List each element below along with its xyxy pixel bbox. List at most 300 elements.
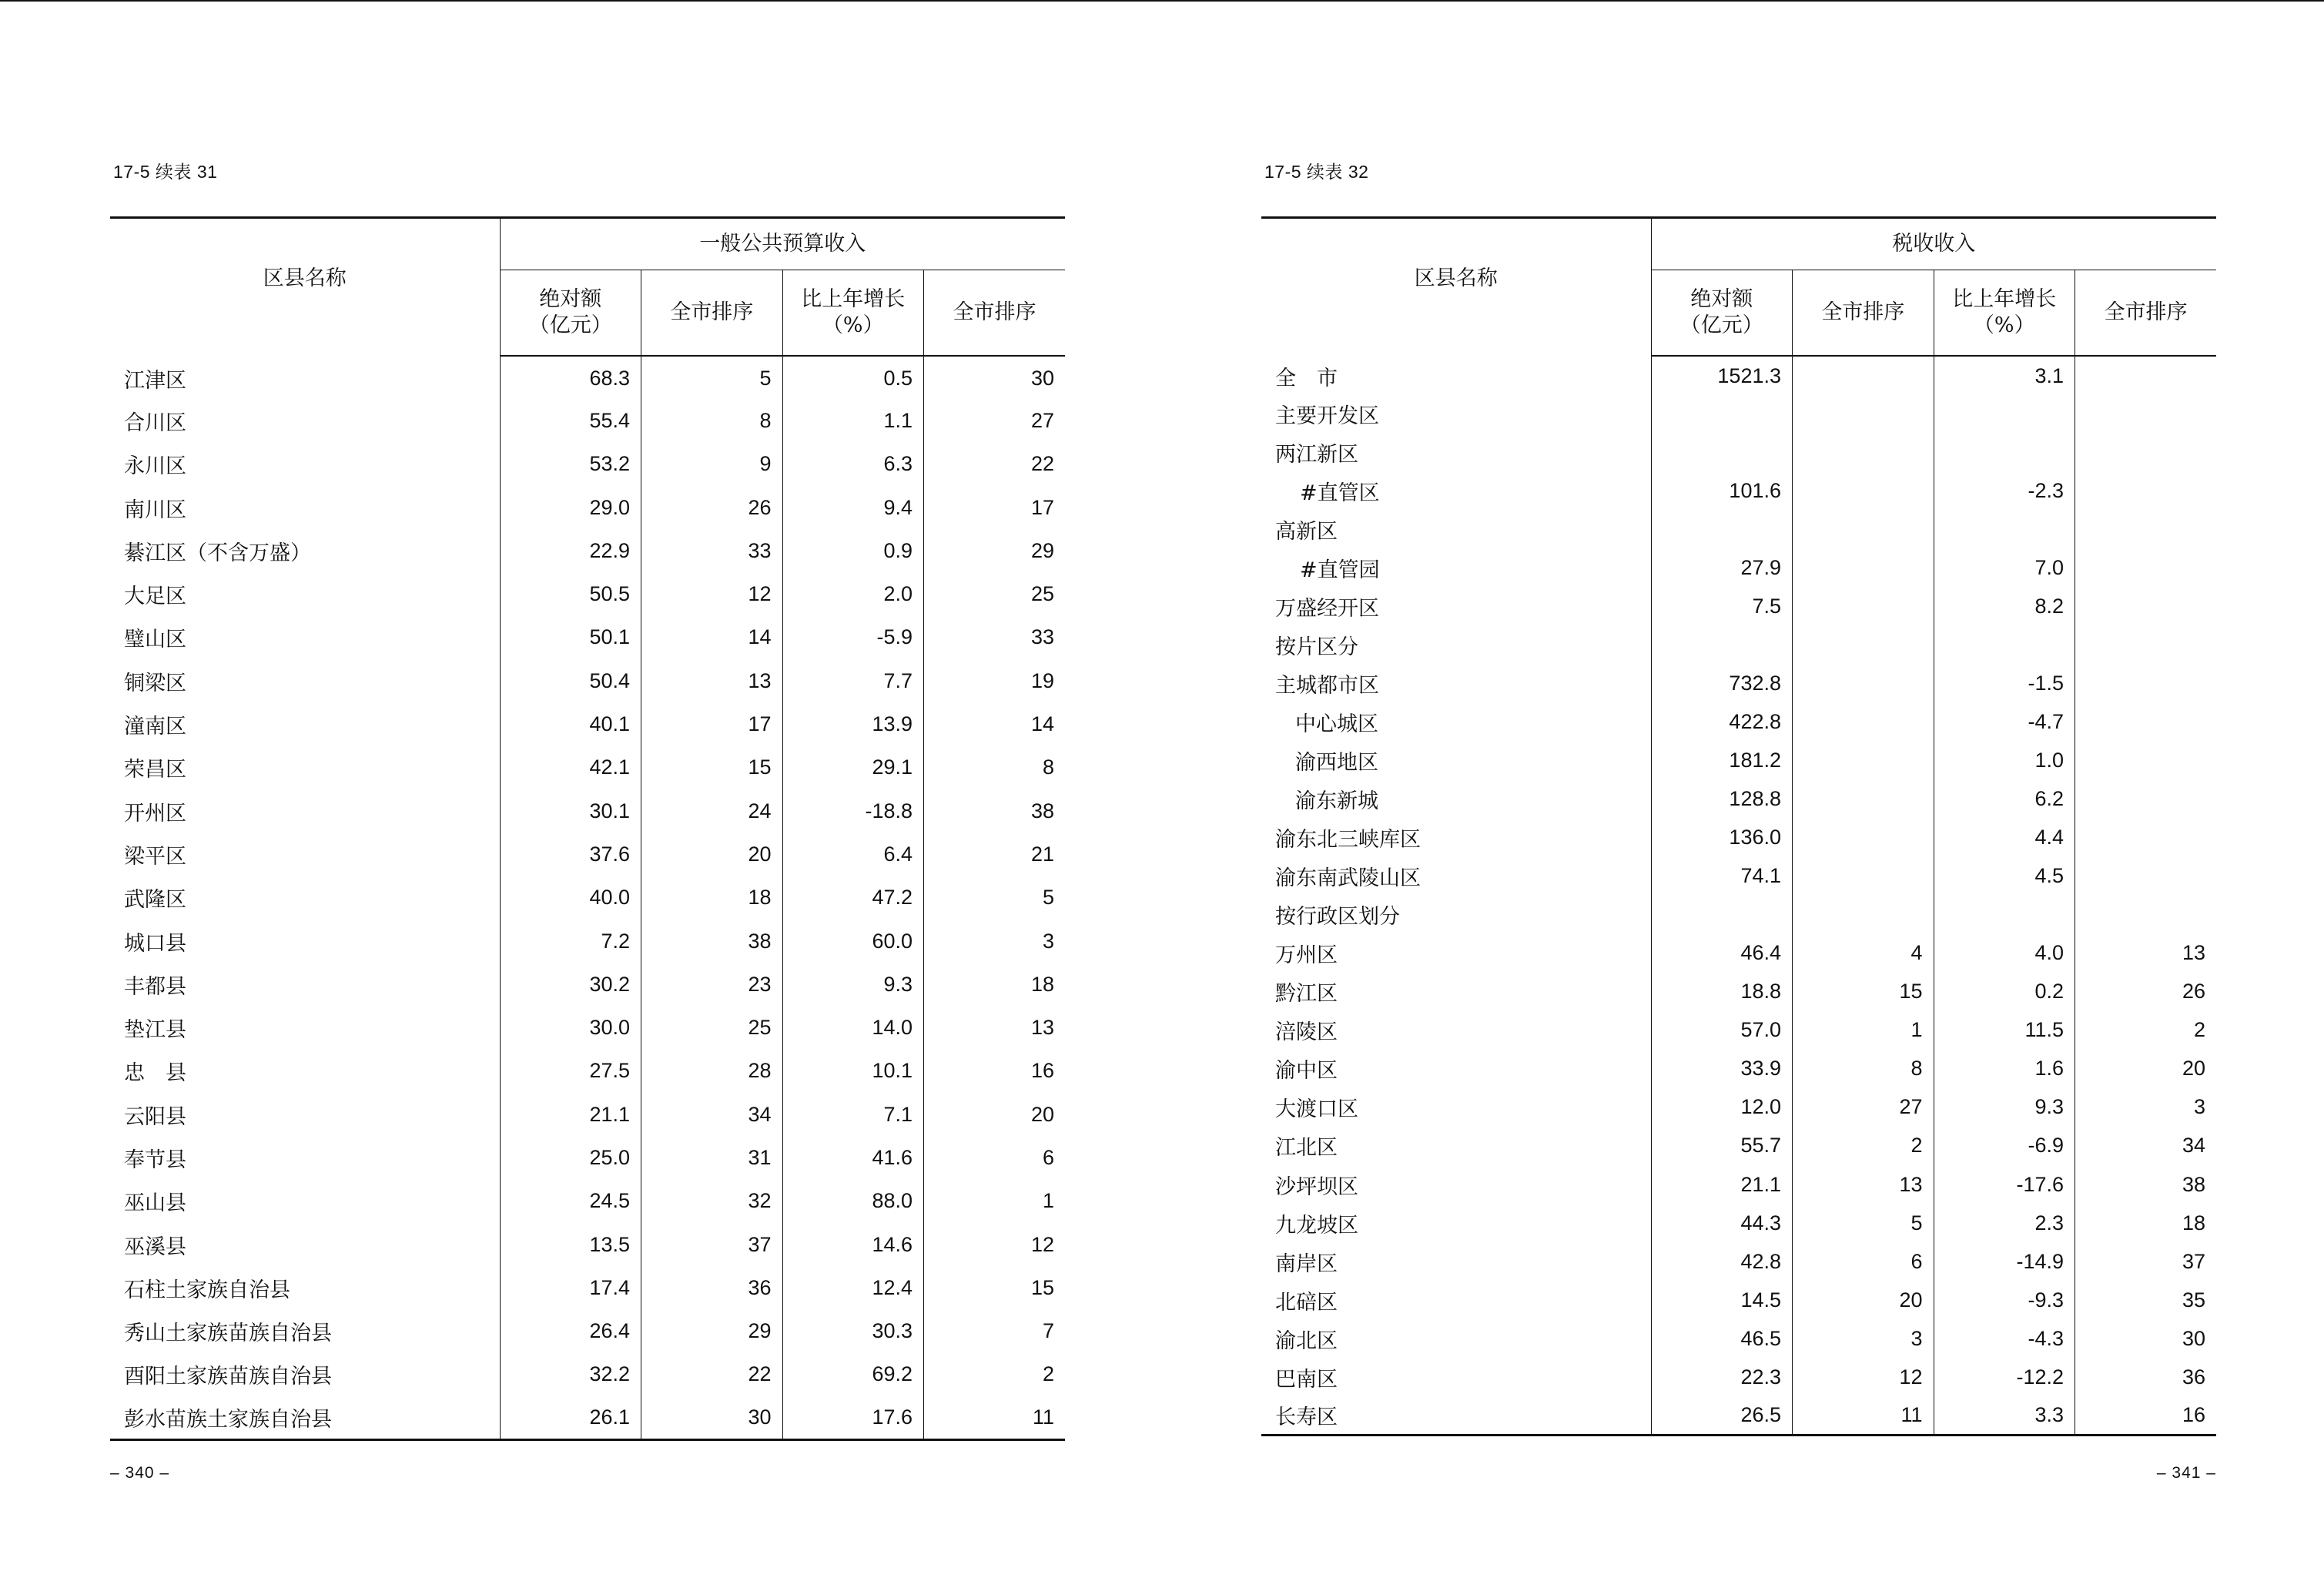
- page-number: – 341 –: [2156, 1464, 2216, 1482]
- growth-cell: 1.0: [1934, 741, 2075, 779]
- table-row: [1261, 973, 2216, 1011]
- growth-cell: 1.6: [1934, 1050, 2075, 1088]
- district-name-cell: 两江新区: [1261, 433, 1651, 471]
- district-name-cell: 秀山土家族苗族自治县: [110, 1310, 500, 1353]
- growth-rank-cell: 3: [1042, 929, 1054, 953]
- growth-cell: 47.2: [782, 876, 924, 920]
- growth-rank-cell: [2075, 433, 2217, 471]
- rank-cell: 18: [641, 876, 783, 920]
- absolute-amount-cell: 181.2: [1651, 741, 1793, 779]
- district-name-header: 区县名称: [110, 218, 500, 357]
- absolute-amount-cell: 50.5: [500, 572, 641, 615]
- rank-cell: [1793, 510, 1934, 548]
- growth-cell: -2.3: [1934, 471, 2075, 510]
- absolute-amount-cell: 40.1: [500, 702, 641, 745]
- growth-rank-cell: [2075, 625, 2217, 664]
- rank-cell: [1793, 433, 1934, 471]
- table-row: [110, 702, 1065, 745]
- absolute-amount-cell: 33.9: [1651, 1050, 1793, 1088]
- rank-cell: 30: [641, 1396, 783, 1439]
- absolute-amount-cell: 44.3: [1651, 1204, 1793, 1242]
- absolute-amount-cell: 7.5: [1651, 587, 1793, 625]
- absolute-amount-cell: [1651, 510, 1793, 548]
- rank-cell: [1793, 394, 1934, 433]
- table-row: [1261, 702, 2216, 741]
- absolute-amount-cell: 1521.3: [1651, 356, 1793, 394]
- rank-cell: 22: [641, 1353, 783, 1396]
- growth-rank-cell: 34: [2182, 1134, 2205, 1157]
- table-row: [1261, 1088, 2216, 1127]
- tax-revenue-table: [1261, 216, 2216, 1436]
- growth-rank-cell: [2075, 664, 2217, 702]
- district-name-cell: 黔江区: [1261, 973, 1651, 1011]
- absolute-amount-cell: 46.4: [1651, 934, 1793, 973]
- table-row: [1261, 1281, 2216, 1319]
- table-row: [110, 616, 1065, 659]
- rank-cell: 15: [1793, 973, 1934, 1011]
- growth-rank-cell: 13: [1030, 1016, 1054, 1040]
- rank-cell: [1793, 664, 1934, 702]
- rank-cell: 36: [641, 1266, 783, 1309]
- absolute-amount-cell: 18.8: [1651, 973, 1793, 1011]
- table-body: [110, 356, 1065, 1439]
- district-name-cell: 高新区: [1261, 510, 1651, 548]
- growth-cell: -12.2: [1934, 1358, 2075, 1396]
- growth-rank-cell: 26: [2182, 980, 2205, 1003]
- growth-rank-cell: 20: [1030, 1102, 1054, 1126]
- district-name-cell: 永川区: [110, 443, 500, 486]
- growth-rank-cell: 19: [1030, 668, 1054, 692]
- rank-cell: 11: [1793, 1396, 1934, 1435]
- rank-cell: [1793, 587, 1934, 625]
- table-row: [110, 486, 1065, 529]
- rank-cell: 9: [641, 443, 783, 486]
- growth-cell: 2.0: [782, 572, 924, 615]
- growth-rank-cell: 1: [1042, 1189, 1054, 1213]
- growth-rank-cell: [2075, 702, 2217, 741]
- absolute-amount-cell: 21.1: [1651, 1165, 1793, 1204]
- absolute-amount-cell: 46.5: [1651, 1319, 1793, 1358]
- growth-rank-cell: 21: [1030, 842, 1054, 866]
- growth-rank-cell: 13: [2182, 941, 2205, 965]
- rank-cell: 1: [1793, 1011, 1934, 1050]
- absolute-amount-cell: 57.0: [1651, 1011, 1793, 1050]
- table-row: [1261, 1050, 2216, 1088]
- growth-rank-cell: [2075, 548, 2217, 587]
- rank-cell: [1793, 548, 1934, 587]
- growth-rank-header: 全市排序: [2075, 270, 2217, 357]
- table-row: [1261, 1242, 2216, 1281]
- growth-cell: 29.1: [782, 746, 924, 789]
- table-row: [110, 1006, 1065, 1049]
- absolute-amount-cell: 30.1: [500, 789, 641, 833]
- growth-cell: 7.1: [782, 1093, 924, 1136]
- growth-rank-cell: [2075, 819, 2217, 857]
- growth-cell: -9.3: [1934, 1281, 2075, 1319]
- growth-cell: 12.4: [782, 1266, 924, 1309]
- district-name-cell: 大渡口区: [1261, 1088, 1651, 1127]
- growth-header: 比上年增长 （%）: [782, 270, 924, 357]
- rank-cell: [1793, 741, 1934, 779]
- growth-rank-cell: 27: [1030, 408, 1054, 432]
- table-row: [1261, 741, 2216, 779]
- rank-cell: 29: [641, 1310, 783, 1353]
- table-row: [1261, 1358, 2216, 1396]
- table-caption: 17-5 续表 31: [113, 162, 218, 182]
- district-name-cell: 渝东北三峡库区: [1261, 819, 1651, 857]
- absolute-amount-cell: 30.2: [500, 963, 641, 1006]
- absolute-amount-cell: [1651, 625, 1793, 664]
- table-row: [1261, 857, 2216, 896]
- table-row: [1261, 1011, 2216, 1050]
- absolute-amount-cell: 22.3: [1651, 1358, 1793, 1396]
- growth-cell: 14.6: [782, 1223, 924, 1266]
- absolute-amount-cell: 37.6: [500, 833, 641, 876]
- rank-cell: [1793, 857, 1934, 896]
- district-name-cell: 璧山区: [110, 616, 500, 659]
- growth-cell: 41.6: [782, 1136, 924, 1179]
- rank-cell: 12: [641, 572, 783, 615]
- growth-cell: -5.9: [782, 616, 924, 659]
- growth-rank-cell: [2075, 356, 2217, 394]
- absolute-amount-cell: 21.1: [500, 1093, 641, 1136]
- growth-rank-cell: 38: [2182, 1172, 2205, 1196]
- growth-rank-cell: 30: [2182, 1326, 2205, 1350]
- table-row: [110, 963, 1065, 1006]
- rank-cell: [1793, 819, 1934, 857]
- district-name-cell: 石柱土家族自治县: [110, 1266, 500, 1309]
- growth-cell: 6.2: [1934, 780, 2075, 819]
- rank-cell: 15: [641, 746, 783, 789]
- district-name-cell: 江津区: [110, 356, 500, 399]
- growth-cell: 4.0: [1934, 934, 2075, 973]
- growth-rank-cell: 16: [2182, 1403, 2205, 1427]
- table-row: [110, 1223, 1065, 1266]
- absolute-amount-header: 绝对额 （亿元）: [1651, 270, 1793, 357]
- absolute-amount-cell: 422.8: [1651, 702, 1793, 741]
- absolute-amount-cell: 12.0: [1651, 1088, 1793, 1127]
- table-row: [110, 746, 1065, 789]
- growth-rank-cell: 20: [2182, 1057, 2205, 1080]
- page-number: – 340 –: [110, 1464, 170, 1482]
- growth-rank-cell: 2: [2193, 1018, 2205, 1042]
- table-row: [110, 399, 1065, 442]
- growth-rank-cell: 2: [1042, 1362, 1054, 1386]
- absolute-amount-cell: 30.0: [500, 1006, 641, 1049]
- rank-cell: 4: [1793, 934, 1934, 973]
- district-name-cell: 渝东新城: [1261, 780, 1651, 819]
- absolute-amount-cell: 22.9: [500, 529, 641, 572]
- rank-cell: 5: [1793, 1204, 1934, 1242]
- growth-cell: 11.5: [1934, 1011, 2075, 1050]
- rank-header: 全市排序: [1793, 270, 1934, 357]
- table-row: [1261, 819, 2216, 857]
- table-row: [1261, 356, 2216, 394]
- district-name-cell: 潼南区: [110, 702, 500, 745]
- absolute-amount-cell: 26.4: [500, 1310, 641, 1353]
- district-name-cell: 垫江县: [110, 1006, 500, 1049]
- district-name-cell: 涪陵区: [1261, 1011, 1651, 1050]
- growth-cell: 7.0: [1934, 548, 2075, 587]
- growth-cell: -1.5: [1934, 664, 2075, 702]
- rank-cell: 38: [641, 920, 783, 963]
- growth-cell: 4.4: [1934, 819, 2075, 857]
- district-name-cell: 主要开发区: [1261, 394, 1651, 433]
- growth-cell: 6.4: [782, 833, 924, 876]
- rank-cell: 13: [641, 659, 783, 702]
- rank-cell: 12: [1793, 1358, 1934, 1396]
- absolute-amount-cell: 29.0: [500, 486, 641, 529]
- table-row: [1261, 548, 2216, 587]
- growth-cell: 17.6: [782, 1396, 924, 1439]
- table-row: [1261, 934, 2216, 973]
- district-name-cell: 铜梁区: [110, 659, 500, 702]
- district-name-cell: #直管园: [1261, 548, 1651, 587]
- growth-rank-cell: 25: [1030, 582, 1054, 606]
- district-name-cell: #直管区: [1261, 471, 1651, 510]
- rank-cell: 27: [1793, 1088, 1934, 1127]
- growth-rank-cell: 8: [1042, 755, 1054, 779]
- district-name-cell: 丰都县: [110, 963, 500, 1006]
- growth-rank-cell: [2075, 587, 2217, 625]
- absolute-amount-cell: 732.8: [1651, 664, 1793, 702]
- growth-cell: 4.5: [1934, 857, 2075, 896]
- growth-rank-cell: [2075, 780, 2217, 819]
- district-name-cell: 渝中区: [1261, 1050, 1651, 1088]
- absolute-amount-cell: 42.8: [1651, 1242, 1793, 1281]
- table-caption: 17-5 续表 32: [1264, 162, 1369, 182]
- growth-cell: 60.0: [782, 920, 924, 963]
- district-name-cell: 巴南区: [1261, 1358, 1651, 1396]
- table-row: [110, 876, 1065, 920]
- absolute-amount-cell: [1651, 394, 1793, 433]
- table-row: [110, 1310, 1065, 1353]
- absolute-amount-cell: 17.4: [500, 1266, 641, 1309]
- district-name-cell: 北碚区: [1261, 1281, 1651, 1319]
- rank-cell: [1793, 896, 1934, 934]
- district-name-cell: 忠 县: [110, 1050, 500, 1093]
- district-name-cell: 万盛经开区: [1261, 587, 1651, 625]
- growth-cell: 9.3: [1934, 1088, 2075, 1127]
- table-row: [1261, 1204, 2216, 1242]
- district-name-cell: 奉节县: [110, 1136, 500, 1179]
- rank-cell: 6: [1793, 1242, 1934, 1281]
- absolute-amount-cell: 26.1: [500, 1396, 641, 1439]
- absolute-amount-cell: 101.6: [1651, 471, 1793, 510]
- rank-cell: 26: [641, 486, 783, 529]
- table-row: [110, 1266, 1065, 1309]
- growth-rank-cell: 38: [1030, 799, 1054, 822]
- absolute-amount-cell: 50.4: [500, 659, 641, 702]
- district-name-cell: 开州区: [110, 789, 500, 833]
- rank-cell: 8: [1793, 1050, 1934, 1088]
- absolute-amount-cell: [1651, 896, 1793, 934]
- table-row: [110, 1353, 1065, 1396]
- growth-cell: 10.1: [782, 1050, 924, 1093]
- rank-cell: [1793, 702, 1934, 741]
- group-header: 一般公共预算收入: [500, 218, 1065, 270]
- rank-cell: 34: [641, 1093, 783, 1136]
- district-name-cell: 大足区: [110, 572, 500, 615]
- table-row: [1261, 1396, 2216, 1435]
- rank-cell: 2: [1793, 1127, 1934, 1165]
- growth-rank-cell: 33: [1030, 625, 1054, 649]
- growth-cell: -4.3: [1934, 1319, 2075, 1358]
- growth-rank-cell: 29: [1030, 538, 1054, 562]
- table-row: [110, 443, 1065, 486]
- absolute-amount-cell: 68.3: [500, 356, 641, 399]
- district-name-cell: 主城都市区: [1261, 664, 1651, 702]
- absolute-amount-cell: 13.5: [500, 1223, 641, 1266]
- table-row: [1261, 394, 2216, 433]
- growth-rank-cell: 30: [1030, 367, 1054, 390]
- district-name-cell: 酉阳土家族苗族自治县: [110, 1353, 500, 1396]
- growth-cell: 6.3: [782, 443, 924, 486]
- district-name-cell: 梁平区: [110, 833, 500, 876]
- rank-cell: 5: [641, 356, 783, 399]
- table-row: [1261, 1127, 2216, 1165]
- growth-cell: 3.3: [1934, 1396, 2075, 1435]
- growth-rank-cell: 18: [2182, 1211, 2205, 1235]
- district-name-cell: 南川区: [110, 486, 500, 529]
- growth-cell: -14.9: [1934, 1242, 2075, 1281]
- growth-cell: [1934, 625, 2075, 664]
- absolute-amount-cell: 128.8: [1651, 780, 1793, 819]
- growth-rank-cell: 37: [2182, 1249, 2205, 1273]
- table-row: [1261, 896, 2216, 934]
- growth-cell: -6.9: [1934, 1127, 2075, 1165]
- district-name-cell: 渝北区: [1261, 1319, 1651, 1358]
- growth-cell: [1934, 510, 2075, 548]
- growth-cell: 0.9: [782, 529, 924, 572]
- growth-rank-cell: 7: [1042, 1319, 1054, 1343]
- district-name-cell: 合川区: [110, 399, 500, 442]
- growth-rank-cell: [2075, 857, 2217, 896]
- rank-cell: [1793, 625, 1934, 664]
- district-name-cell: 綦江区（不含万盛）: [110, 529, 500, 572]
- rank-cell: 8: [641, 399, 783, 442]
- district-name-cell: 渝西地区: [1261, 741, 1651, 779]
- district-name-cell: 南岸区: [1261, 1242, 1651, 1281]
- growth-rank-cell: 22: [1030, 452, 1054, 476]
- district-name-cell: 巫山县: [110, 1180, 500, 1223]
- absolute-amount-cell: 40.0: [500, 876, 641, 920]
- growth-rank-cell: 11: [1032, 1405, 1054, 1429]
- growth-cell: 14.0: [782, 1006, 924, 1049]
- rank-cell: 20: [641, 833, 783, 876]
- table-row: [1261, 510, 2216, 548]
- table-row: [110, 1396, 1065, 1439]
- growth-rank-cell: 3: [2193, 1095, 2205, 1119]
- growth-rank-cell: 12: [1030, 1232, 1054, 1256]
- growth-cell: 2.3: [1934, 1204, 2075, 1242]
- district-name-cell: 按片区分: [1261, 625, 1651, 664]
- absolute-amount-cell: 53.2: [500, 443, 641, 486]
- district-name-cell: 按行政区划分: [1261, 896, 1651, 934]
- rank-cell: 28: [641, 1050, 783, 1093]
- district-name-header: 区县名称: [1261, 218, 1651, 357]
- absolute-amount-cell: 25.0: [500, 1136, 641, 1179]
- district-name-cell: 全 市: [1261, 356, 1651, 394]
- growth-rank-cell: 36: [2182, 1365, 2205, 1389]
- growth-header: 比上年增长 （%）: [1934, 270, 2075, 357]
- rank-cell: 24: [641, 789, 783, 833]
- growth-cell: 8.2: [1934, 587, 2075, 625]
- growth-cell: [1934, 896, 2075, 934]
- growth-cell: 1.1: [782, 399, 924, 442]
- table-row: [110, 572, 1065, 615]
- growth-cell: 9.3: [782, 963, 924, 1006]
- growth-cell: [1934, 433, 2075, 471]
- absolute-amount-cell: 74.1: [1651, 857, 1793, 896]
- growth-rank-cell: 35: [2182, 1288, 2205, 1312]
- absolute-amount-cell: 32.2: [500, 1353, 641, 1396]
- growth-cell: -18.8: [782, 789, 924, 833]
- growth-rank-cell: [2075, 510, 2217, 548]
- table-row: [110, 659, 1065, 702]
- district-name-cell: 江北区: [1261, 1127, 1651, 1165]
- district-name-cell: 云阳县: [110, 1093, 500, 1136]
- group-header: 税收收入: [1651, 218, 2216, 270]
- growth-rank-cell: [2075, 394, 2217, 433]
- table-row: [110, 1093, 1065, 1136]
- rank-cell: 20: [1793, 1281, 1934, 1319]
- district-name-cell: 巫溪县: [110, 1223, 500, 1266]
- district-name-cell: 彭水苗族土家族自治县: [110, 1396, 500, 1439]
- absolute-amount-cell: 50.1: [500, 616, 641, 659]
- table-row: [110, 920, 1065, 963]
- growth-rank-cell: [2075, 896, 2217, 934]
- district-name-cell: 中心城区: [1261, 702, 1651, 741]
- rank-cell: 25: [641, 1006, 783, 1049]
- growth-rank-cell: 17: [1030, 495, 1054, 519]
- growth-rank-cell: [2075, 741, 2217, 779]
- district-name-cell: 长寿区: [1261, 1396, 1651, 1435]
- growth-rank-header: 全市排序: [924, 270, 1066, 357]
- absolute-amount-cell: 26.5: [1651, 1396, 1793, 1435]
- absolute-amount-header: 绝对额 （亿元）: [500, 270, 641, 357]
- district-name-cell: 渝东南武陵山区: [1261, 857, 1651, 896]
- table-row: [1261, 587, 2216, 625]
- rank-cell: 33: [641, 529, 783, 572]
- growth-cell: -17.6: [1934, 1165, 2075, 1204]
- table-row: [1261, 1319, 2216, 1358]
- growth-cell: 7.7: [782, 659, 924, 702]
- growth-rank-cell: 16: [1030, 1059, 1054, 1083]
- rank-cell: [1793, 471, 1934, 510]
- district-name-cell: 荣昌区: [110, 746, 500, 789]
- rank-cell: 14: [641, 616, 783, 659]
- absolute-amount-cell: 14.5: [1651, 1281, 1793, 1319]
- growth-cell: 0.5: [782, 356, 924, 399]
- table-body: [1261, 356, 2216, 1435]
- growth-rank-cell: [2075, 471, 2217, 510]
- table-row: [110, 356, 1065, 399]
- table-row: [1261, 433, 2216, 471]
- table-row: [110, 833, 1065, 876]
- district-name-cell: 武隆区: [110, 876, 500, 920]
- table-row: [1261, 471, 2216, 510]
- absolute-amount-cell: 27.9: [1651, 548, 1793, 587]
- rank-header: 全市排序: [641, 270, 783, 357]
- right-page: [1261, 0, 2216, 1588]
- rank-cell: 13: [1793, 1165, 1934, 1204]
- growth-rank-cell: 5: [1042, 886, 1054, 910]
- district-name-cell: 九龙坡区: [1261, 1204, 1651, 1242]
- rank-cell: 32: [641, 1180, 783, 1223]
- growth-rank-cell: 18: [1030, 972, 1054, 996]
- table-row: [110, 1050, 1065, 1093]
